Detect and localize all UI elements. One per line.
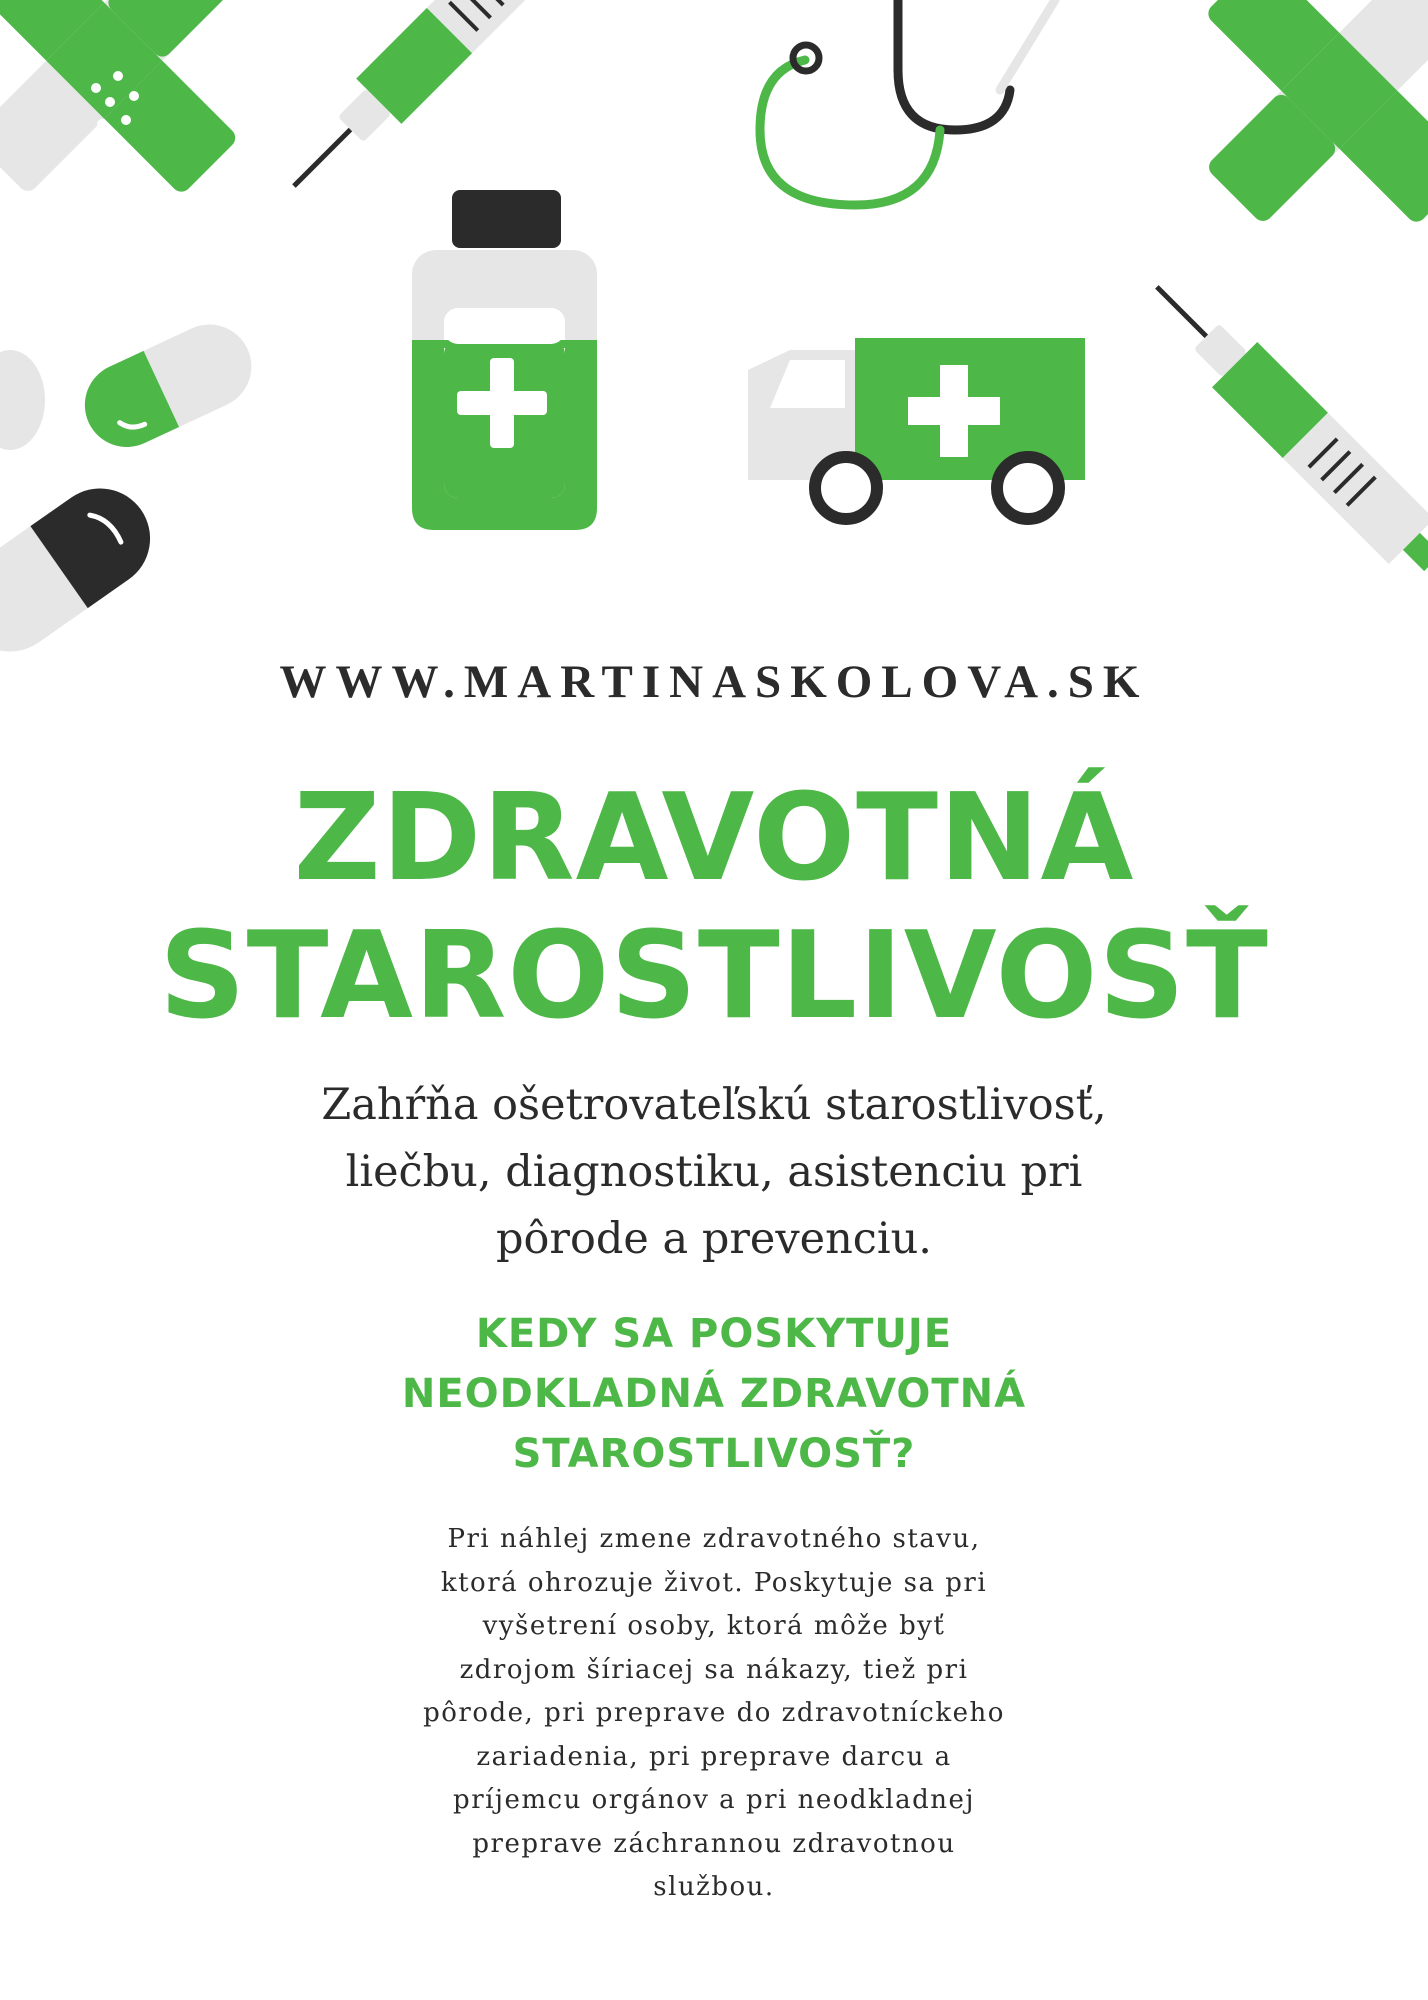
answer-line: zdrojom šíriacej sa nákazy, tiež pri (459, 1654, 969, 1685)
pill-capsule-icon (71, 311, 265, 461)
answer-line: príjemcu orgánov a pri neodkladnej (453, 1785, 975, 1815)
heading-line: KEDY SA POSKYTUJE (475, 1311, 953, 1357)
pill-capsule-icon (0, 469, 170, 671)
title-line: STAROSTLIVOSŤ (159, 907, 1269, 1046)
bandage-icon (0, 0, 317, 272)
syringe-icon (1134, 264, 1428, 585)
intro-paragraph (0, 1072, 1428, 1273)
stethoscope-icon (760, 0, 1055, 205)
page-title (0, 770, 1428, 1046)
answer-line: službou. (653, 1872, 775, 1902)
medical-illustrations (0, 0, 1428, 700)
answer-line: pôrode, pri preprave do zdravotníckeho (423, 1698, 1005, 1728)
answer-line: preprave záchrannou zdravotnou (472, 1828, 956, 1859)
heading-line: NEODKLADNÁ ZDRAVOTNÁ (401, 1371, 1027, 1417)
intro-line: Zahŕňa ošetrovateľskú starostlivosť, (321, 1080, 1107, 1130)
answer-line: vyšetrení osoby, ktorá môže byť (482, 1611, 946, 1641)
title-line: ZDRAVOTNÁ (293, 769, 1135, 908)
section-heading (0, 1304, 1428, 1484)
website-url: WWW.MARTINASKOLOVA.SK (279, 656, 1149, 708)
ambulance-icon (748, 338, 1085, 519)
medicine-bottle-icon (412, 190, 597, 530)
answer-line: Pri náhlej zmene zdravotného stavu, (447, 1524, 981, 1554)
answer-line: zariadenia, pri preprave darcu a (476, 1741, 952, 1772)
answer-paragraph (0, 1518, 1428, 1910)
pill-capsule-icon (0, 350, 45, 450)
intro-line: liečbu, diagnostiku, asistenciu pri (345, 1147, 1083, 1197)
intro-line: pôrode a prevenciu. (496, 1214, 932, 1264)
heading-line: STAROSTLIVOSŤ? (512, 1431, 916, 1477)
answer-line: ktorá ohrozuje život. Poskytuje sa pri (440, 1567, 988, 1598)
bandage-icon (1128, 0, 1428, 302)
syringe-icon (271, 0, 550, 209)
